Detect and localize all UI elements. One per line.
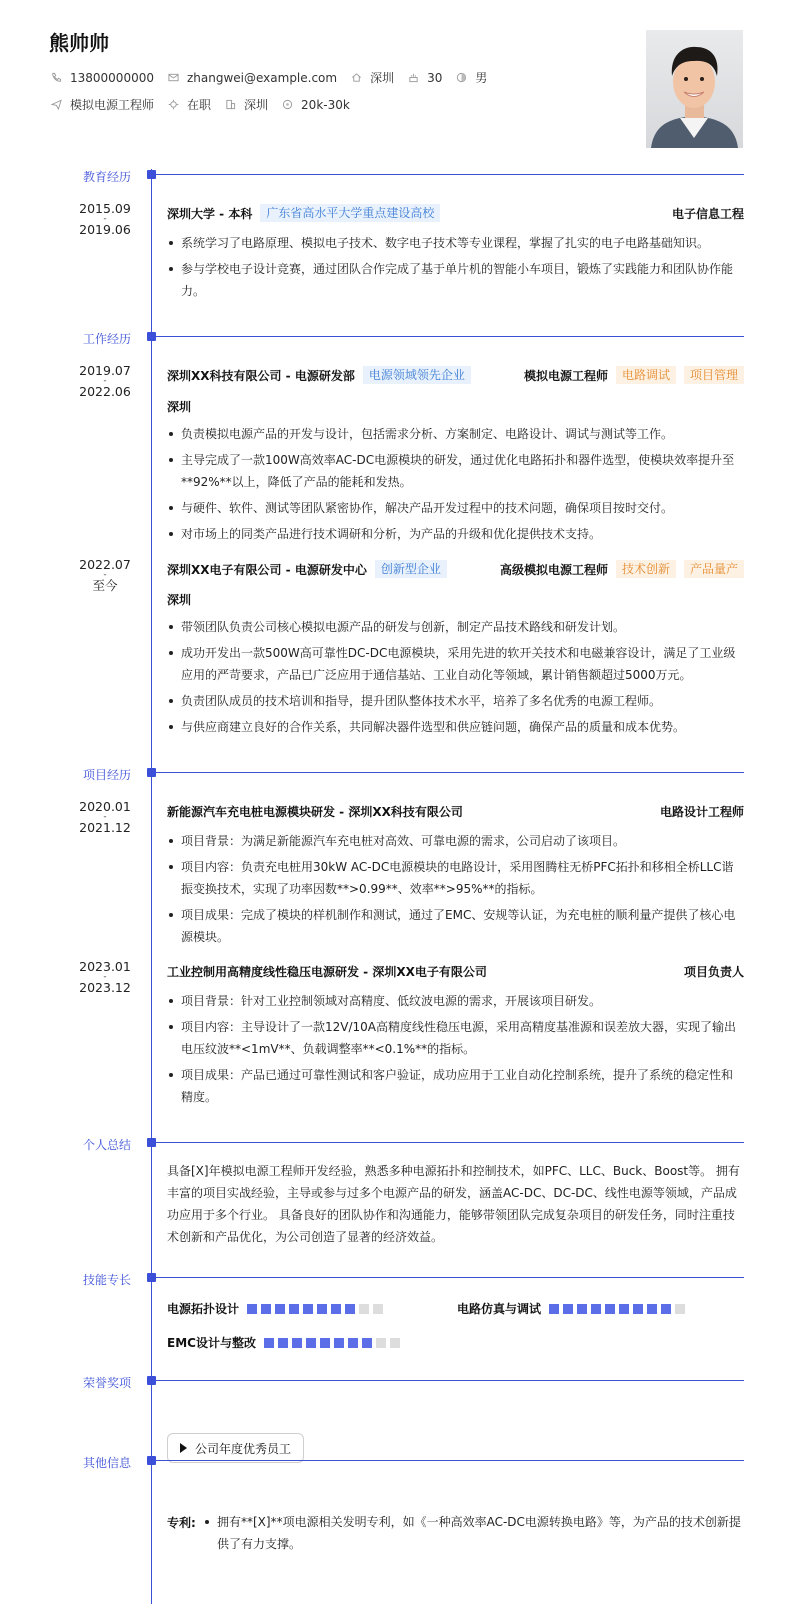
section-marker bbox=[147, 1138, 156, 1147]
award-item[interactable] bbox=[167, 1433, 304, 1463]
skill-block-filled bbox=[647, 1304, 657, 1314]
email-text: zhangwei@example.com bbox=[186, 70, 338, 85]
list-item: 项目背景：为满足新能源汽车充电桩对高效、可靠电源的需求，公司启动了该项目。 bbox=[167, 830, 744, 852]
section-title-summary: 个人总结 bbox=[83, 1138, 132, 1152]
date-end: 2022.06 bbox=[79, 384, 131, 399]
company-name: 深圳XX科技有限公司 - 电源研发部 bbox=[167, 368, 355, 383]
skill-item bbox=[167, 1334, 404, 1351]
gender-icon bbox=[456, 72, 467, 83]
skill-block-filled bbox=[306, 1338, 316, 1348]
skill-block-filled bbox=[303, 1304, 313, 1314]
job-row bbox=[51, 96, 364, 113]
list-item: 与供应商建立良好的合作关系，共同解决器件选型和供应链问题，确保产品的质量和成本优势。 bbox=[167, 716, 744, 738]
patent-list bbox=[203, 1511, 744, 1555]
list-item: 负责模拟电源产品的开发与设计，包括需求分析、方案制定、电路设计、调试与测试等工作。 bbox=[167, 423, 744, 445]
date-start: 2023.01 bbox=[79, 959, 131, 974]
skill-item bbox=[167, 1300, 387, 1317]
age-item bbox=[408, 71, 442, 85]
skill-name: EMC设计与整改 bbox=[167, 1336, 256, 1350]
section-marker bbox=[147, 1456, 156, 1465]
section-marker bbox=[147, 1376, 156, 1385]
gender-text: 男 bbox=[475, 71, 488, 85]
phone-item bbox=[51, 71, 154, 85]
skill-block-filled bbox=[320, 1338, 330, 1348]
phone-text: 13800000000 bbox=[70, 70, 154, 85]
section-divider bbox=[156, 1380, 744, 1381]
skill-tag: 技术创新 bbox=[616, 560, 676, 578]
city-text: 深圳 bbox=[244, 98, 269, 112]
work-bullets bbox=[167, 423, 744, 549]
date-start: 2019.07 bbox=[79, 363, 131, 378]
status-item bbox=[168, 96, 211, 113]
date-end: 至今 bbox=[92, 578, 118, 593]
project-role: 电路设计工程师 bbox=[659, 804, 744, 819]
salary-text: 20k-30k bbox=[301, 97, 350, 112]
age-text: 30 bbox=[427, 70, 443, 85]
work-entry-head bbox=[167, 365, 744, 385]
job-role: 高级模拟电源工程师 bbox=[499, 562, 608, 577]
position-item bbox=[51, 96, 154, 113]
award-label: 公司年度优秀员工 bbox=[195, 1441, 292, 1456]
list-item: 与硬件、软件、测试等团队紧密协作，解决产品开发过程中的技术问题，确保项目按时交付。 bbox=[167, 497, 744, 519]
skill-block-filled bbox=[563, 1304, 573, 1314]
list-item: 项目背景：针对工业控制领域对高精度、低纹波电源的需求，开展该项目研发。 bbox=[167, 990, 744, 1012]
skill-block-filled bbox=[278, 1338, 288, 1348]
skill-name: 电路仿真与调试 bbox=[457, 1302, 542, 1316]
date-start: 2020.01 bbox=[79, 799, 131, 814]
section-divider bbox=[156, 336, 744, 337]
date-start: 2015.09 bbox=[79, 201, 131, 216]
list-item: 参与学校电子设计竞赛，通过团队合作完成了基于单片机的智能小车项目，锻炼了实践能力和团队协作能力。 bbox=[167, 258, 744, 302]
skill-tag: 产品量产 bbox=[684, 560, 744, 578]
work-bullets bbox=[167, 616, 744, 742]
section-marker bbox=[147, 332, 156, 341]
send-icon bbox=[51, 99, 62, 110]
skill-name: 电源拓扑设计 bbox=[167, 1302, 240, 1316]
position-text: 模拟电源工程师 bbox=[70, 98, 155, 112]
list-item: 项目内容：主导设计了一款12V/10A高精度线性稳压电源，采用高精度基准源和误差放大器，实现了输出电压纹波**<1mV**、负载调整率**<0.1%**的指标。 bbox=[167, 1016, 744, 1060]
status-text: 在职 bbox=[187, 98, 212, 112]
status-icon bbox=[168, 99, 179, 110]
section-title-other: 其他信息 bbox=[83, 1456, 132, 1470]
education-entry-head bbox=[167, 203, 744, 223]
date-range: 2019.07 - 2022.06 bbox=[79, 363, 131, 399]
project-entry-head bbox=[167, 961, 744, 981]
company-tag: 电源领域领先企业 bbox=[363, 366, 471, 384]
work-city: 深圳 bbox=[167, 400, 192, 414]
school-name: 深圳大学 - 本科 bbox=[167, 206, 253, 221]
section-title-projects: 项目经历 bbox=[83, 768, 132, 782]
skill-block-filled bbox=[348, 1338, 358, 1348]
skill-block-empty bbox=[359, 1304, 369, 1314]
coin-icon bbox=[282, 99, 293, 110]
project-title: 工业控制用高精度线性稳压电源研发 - 深圳XX电子有限公司 bbox=[167, 964, 487, 979]
skill-block-filled bbox=[317, 1304, 327, 1314]
cake-icon bbox=[408, 72, 419, 83]
education-bullets bbox=[167, 232, 744, 306]
project-bullets bbox=[167, 990, 744, 1112]
company-tag: 创新型企业 bbox=[375, 560, 447, 578]
skill-block-filled bbox=[661, 1304, 671, 1314]
play-icon bbox=[180, 1443, 187, 1453]
list-item: 对市场上的同类产品进行技术调研和分析，为产品的升级和优化提供技术支持。 bbox=[167, 523, 744, 545]
contact-row bbox=[51, 69, 501, 86]
project-title: 新能源汽车充电桩电源模块研发 - 深圳XX科技有限公司 bbox=[167, 804, 463, 819]
skill-block-filled bbox=[549, 1304, 559, 1314]
skill-block-filled bbox=[247, 1304, 257, 1314]
section-title-education: 教育经历 bbox=[83, 170, 132, 184]
section-divider bbox=[156, 174, 744, 175]
skill-block-filled bbox=[334, 1338, 344, 1348]
date-end: 2019.06 bbox=[79, 222, 131, 237]
skill-tag: 电路调试 bbox=[616, 366, 676, 384]
patent-label: 专利: bbox=[167, 1516, 196, 1530]
skill-block-filled bbox=[605, 1304, 615, 1314]
section-divider bbox=[156, 772, 744, 773]
skill-level-bar bbox=[549, 1304, 689, 1314]
list-item: 系统学习了电路原理、模拟电子技术、数字电子技术等专业课程，掌握了扎实的电子电路基础知识。 bbox=[167, 232, 744, 254]
city-item bbox=[225, 96, 268, 113]
date-range: 2015.09 - 2019.06 bbox=[79, 201, 131, 237]
skill-block-filled bbox=[362, 1338, 372, 1348]
section-title-skills: 技能专长 bbox=[83, 1273, 132, 1287]
list-item: 项目成果：完成了模块的样机制作和测试，通过了EMC、安规等认证，为充电桩的顺利量产提供了核心电源模块。 bbox=[167, 904, 744, 948]
section-divider bbox=[156, 1460, 744, 1461]
company-name: 深圳XX电子有限公司 - 电源研发中心 bbox=[167, 562, 367, 577]
phone-icon bbox=[51, 72, 62, 83]
skill-block-filled bbox=[345, 1304, 355, 1314]
date-start: 2022.07 bbox=[79, 557, 131, 572]
date-range: 2020.01 - 2021.12 bbox=[79, 799, 131, 835]
skill-block-filled bbox=[264, 1338, 274, 1348]
summary-text: 具备[X]年模拟电源工程师开发经验，熟悉多种电源拓扑和控制技术，如PFC、LLC、Buck、Boost等。 拥有丰富的项目实战经验，主导或参与过多个电源产品的研发，涵盖AC-DC、DC-DC、线性电源等领域，产品成功应用于多个行业。 具备良好的团队协作和沟通能力，能够带领团队完成复杂项目的研发任务，同时注重技术创新和产品优化，为公司创造了显著的经济效益。 bbox=[167, 1164, 740, 1244]
list-item: 成功开发出一款500W高可靠性DC-DC电源模块，采用先进的软开关技术和电磁兼容设计，满足了工业级应用的严苛要求，产品已广泛应用于通信基站、工业自动化等领域，累计销售额超过5000万元。 bbox=[167, 642, 744, 686]
skill-block-empty bbox=[675, 1304, 685, 1314]
list-item: 项目内容：负责充电桩用30kW AC-DC电源模块的电路设计，采用图腾柱无桥PFC拓扑和移相全桥LLC谐振变换技术，实现了功率因数**>0.99**、效率**>95%**的指标。 bbox=[167, 856, 744, 900]
skill-item bbox=[457, 1300, 689, 1317]
section-marker bbox=[147, 170, 156, 179]
location-item bbox=[351, 69, 394, 86]
skill-block-filled bbox=[331, 1304, 341, 1314]
section-title-work: 工作经历 bbox=[83, 332, 132, 346]
skill-block-filled bbox=[289, 1304, 299, 1314]
list-item: 负责团队成员的技术培训和指导，提升团队整体技术水平，培养了多名优秀的电源工程师。 bbox=[167, 690, 744, 712]
section-divider bbox=[156, 1277, 744, 1278]
skill-block-filled bbox=[261, 1304, 271, 1314]
skill-block-empty bbox=[373, 1304, 383, 1314]
skill-level-bar bbox=[247, 1304, 387, 1314]
skill-tag: 项目管理 bbox=[684, 366, 744, 384]
work-entry-head bbox=[167, 559, 744, 579]
skill-block-filled bbox=[292, 1338, 302, 1348]
location-text: 深圳 bbox=[370, 71, 395, 85]
project-bullets bbox=[167, 830, 744, 952]
timeline-line bbox=[151, 169, 152, 1604]
skill-block-filled bbox=[591, 1304, 601, 1314]
skill-block-filled bbox=[619, 1304, 629, 1314]
section-marker bbox=[147, 1273, 156, 1282]
skill-block-empty bbox=[390, 1338, 400, 1348]
list-item: 项目成果：产品已通过可靠性测试和客户验证，成功应用于工业自动化控制系统，提升了系统的稳定性和精度。 bbox=[167, 1064, 744, 1108]
section-marker bbox=[147, 768, 156, 777]
salary-item bbox=[282, 98, 350, 112]
home-icon bbox=[351, 72, 362, 83]
list-item: 拥有**[X]**项电源相关发明专利，如《一种高效率AC-DC电源转换电路》等，为产品的技术创新提供了有力支撑。 bbox=[203, 1511, 744, 1555]
skill-block-filled bbox=[275, 1304, 285, 1314]
profile-photo bbox=[646, 30, 743, 148]
skill-block-filled bbox=[577, 1304, 587, 1314]
skill-block-empty bbox=[376, 1338, 386, 1348]
section-divider bbox=[156, 1142, 744, 1143]
work-city: 深圳 bbox=[167, 593, 192, 607]
list-item: 主导完成了一款100W高效率AC-DC电源模块的研发，通过优化电路拓扑和器件选型，使模块效率提升至**92%**以上，降低了产品的能耗和发热。 bbox=[167, 449, 744, 493]
date-range: 2022.07 - 至今 bbox=[79, 557, 131, 593]
list-item: 带领团队负责公司核心模拟电源产品的研发与创新，制定产品技术路线和研发计划。 bbox=[167, 616, 744, 638]
date-end: 2023.12 bbox=[79, 980, 131, 995]
building-icon bbox=[225, 99, 236, 110]
school-tag: 广东省高水平大学重点建设高校 bbox=[260, 204, 440, 222]
major: 电子信息工程 bbox=[671, 206, 744, 221]
date-end: 2021.12 bbox=[79, 820, 131, 835]
job-role: 模拟电源工程师 bbox=[523, 368, 608, 383]
project-role: 项目负责人 bbox=[683, 964, 744, 979]
skill-level-bar bbox=[264, 1338, 404, 1348]
mail-icon bbox=[168, 72, 179, 83]
resume-name: 熊帅帅 bbox=[49, 31, 109, 55]
gender-item bbox=[456, 69, 487, 86]
email-item bbox=[168, 71, 337, 85]
date-range: 2023.01 - 2023.12 bbox=[79, 959, 131, 995]
skill-block-filled bbox=[633, 1304, 643, 1314]
section-title-awards: 荣誉奖项 bbox=[83, 1376, 132, 1390]
project-entry-head bbox=[167, 801, 744, 821]
